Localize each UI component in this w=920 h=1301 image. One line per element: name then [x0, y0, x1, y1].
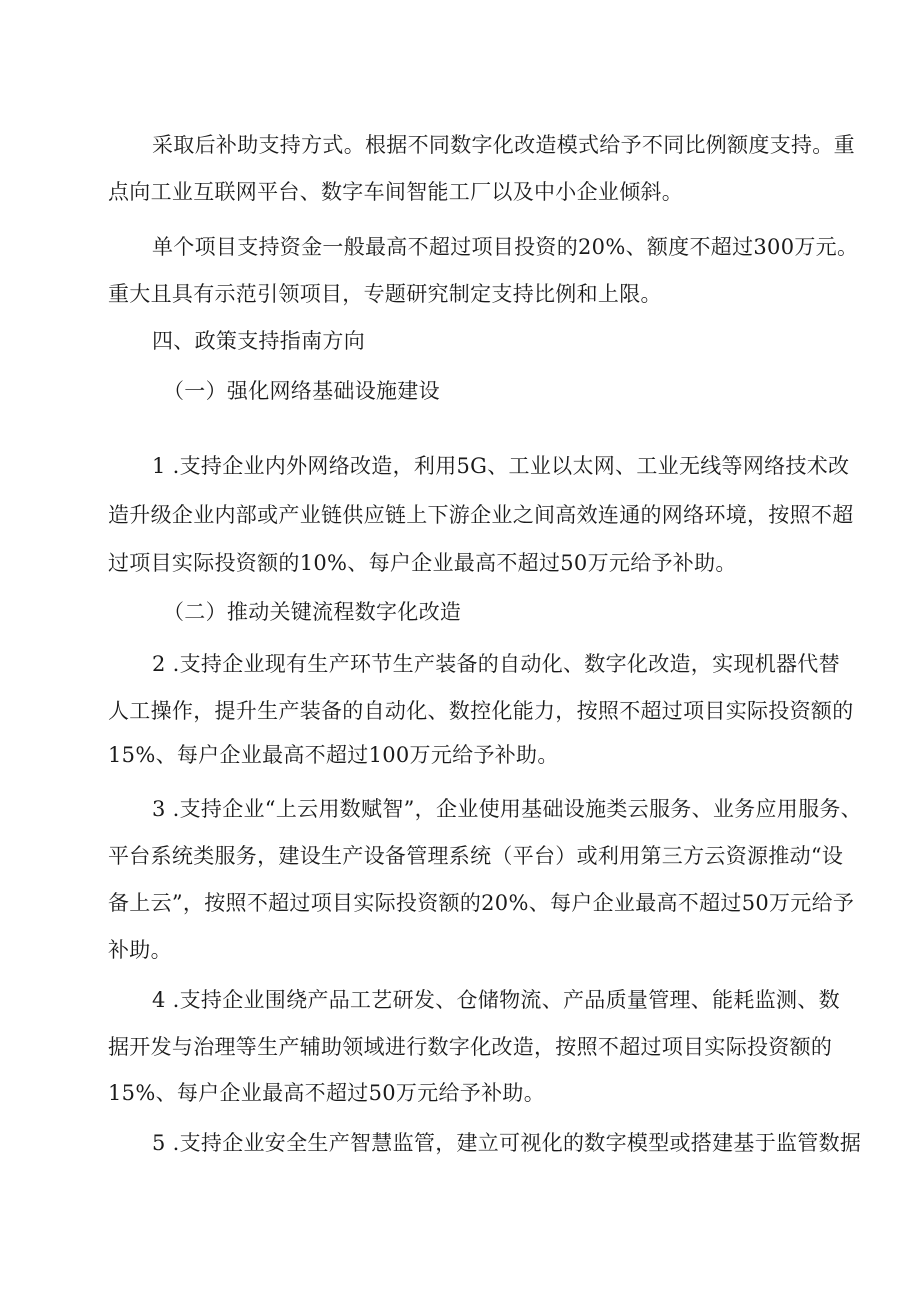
text-line: 2 .支持企业现有生产环节生产装备的自动化、数字化改造，实现机器代替 — [152, 652, 840, 676]
text-line: 点向工业互联网平台、数字车间智能工厂以及中小企业倾斜。 — [108, 180, 684, 204]
text-line: 重大且具有示范引领项目，专题研究制定支持比例和上限。 — [108, 282, 662, 306]
text-line: 3 .支持企业“上云用数赋智”，企业使用基础设施类云服务、业务应用服务、 — [152, 797, 862, 821]
text-line: 采取后补助支持方式。根据不同数字化改造模式给予不同比例额度支持。重 — [152, 133, 855, 157]
text-line: 补助。 — [108, 938, 172, 962]
text-line: 15%、每户企业最高不超过50万元给予补助。 — [108, 1081, 545, 1105]
section-heading: 四、政策支持指南方向 — [152, 329, 365, 353]
text-line: 人工操作，提升生产装备的自动化、数控化能力，按照不超过项目实际投资额的 — [108, 699, 854, 723]
text-line: 平台系统类服务，建设生产设备管理系统（平台）或利用第三方云资源推动“设 — [108, 844, 844, 868]
text-line: 5 .支持企业安全生产智慧监管，建立可视化的数字模型或搭建基于监管数据 — [152, 1131, 862, 1155]
text-line: 15%、每户企业最高不超过100万元给予补助。 — [108, 743, 559, 767]
text-line: 过项目实际投资额的10%、每户企业最高不超过50万元给予补助。 — [108, 551, 737, 575]
text-line: 单个项目支持资金一般最高不超过项目投资的20%、额度不超过300万元。 — [152, 235, 859, 259]
text-line: 4 .支持企业围绕产品工艺研发、仓储物流、产品质量管理、能耗监测、数 — [152, 988, 840, 1012]
subsection-heading: （一）强化网络基础设施建设 — [163, 379, 440, 403]
text-line: 造升级企业内部或产业链供应链上下游企业之间高效连通的网络环境，按照不超 — [108, 503, 854, 527]
text-line: 1 .支持企业内外网络改造，利用5G、工业以太网、工业无线等网络技术改 — [152, 454, 850, 478]
text-line: 备上云”，按照不超过项目实际投资额的20%、每户企业最高不超过50万元给予 — [108, 891, 855, 915]
text-line: 据开发与治理等生产辅助领域进行数字化改造，按照不超过项目实际投资额的 — [108, 1035, 833, 1059]
subsection-heading: （二）推动关键流程数字化改造 — [163, 600, 462, 624]
